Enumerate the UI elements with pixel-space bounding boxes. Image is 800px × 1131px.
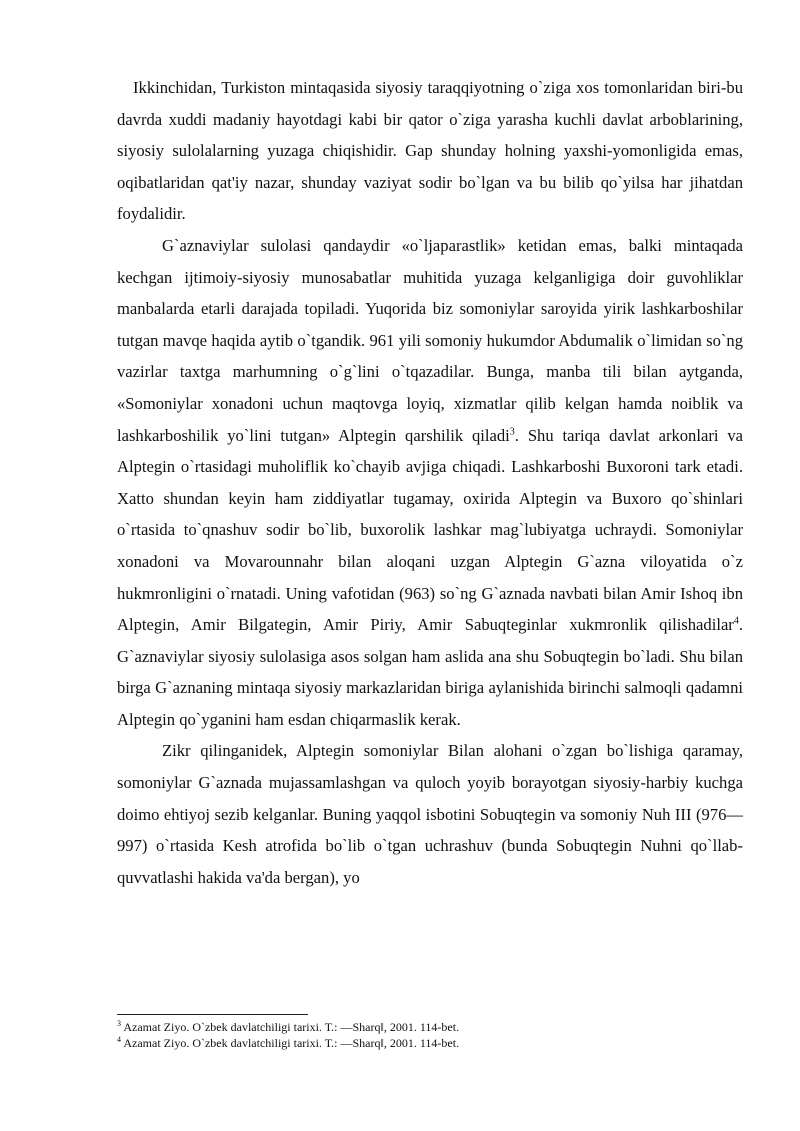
footnote-4 (117, 1035, 743, 1051)
footnotes (117, 1019, 743, 1051)
footnote-3 (117, 1019, 743, 1035)
footnote-ref-4[interactable]: 4 (733, 615, 739, 627)
footnote-separator (117, 1014, 308, 1015)
footnote-mark: 3 (117, 1019, 121, 1028)
paragraph-3: Zikr qilinganidek, Alptegin somoniylar Bilan alohani o`zgan bo`lishiga qaramay, somoniylar G`aznada mujassamlashgan va quloch yoyib borayotgan siyosiy-harbiy kuchga doimo ehtiyoj sezib kelganlar. Buning yaqqol isbotini Sobuqtegin va somoniy Nuh III (976—997) o`rtasida Kesh atrofida bo`lib o`tgan uchrashuv (bunda Sobuqtegin Nuhni qo`llab-quvvatlashi hakida va'da bergan), yo (117, 741, 743, 887)
footnote-ref-3[interactable]: 3 (509, 426, 515, 437)
footnote-text: Azamat Ziyo. O`zbek davlatchiligi tarixi. T.: ―Sharq‖, 2001. 114-bet. (121, 1036, 460, 1050)
paragraph-2: G`aznaviylar sulolasi qandaydir «o`ljaparastlik» ketidan emas, balki mintaqada kechgan ijtimoiy-siyosiy munosabatlar muhitida yuzaga kelganligiga doir guvohliklar manbalarda etarli darajada topiladi. Yuqorida biz somoniylar saroyida yirik lashkarboshilar tutgan mavqe haqida aytib o`tgandik. 961 yili somoniy hukumdor Abdumalik o`limidan so`ng vazirlar taxtga marhumning o`g`lini o`tqazadilar. Bunga, manba tili bilan aytganda, «Somoniylar xonadoni uchun maqtovga loyiq, xizmatlar qilib kelgan hamda noiblik va lashkarboshilik yo`lini tutgan» Alptegin qarshilik qiladi$^3$. Shu tariqa davlat arkonlari va Alptegin o`rtasidagi muholiflik ko`chayib avjiga chiqadi. Lashkarboshi Buxoroni tark etadi. Xatto shundan keyin ham ziddiyatlar tugamay, oxirida Alptegin va Buxoro qo`shinlari o`rtasida to`qnashuv sodir bo`lib, buxorolik lashkar mag`lubiyatga uchraydi. Somoniylar xonadoni va Movarounnahr bilan aloqani uzgan Alptegin G`azna viloyatida o`z hukmronligini o`rnatadi. Uning vafotidan (963) so`ng G`aznada navbati bilan Amir Ishoq ibn Alptegin, Amir Bilgategin, Amir Piriy, Amir Sabuqteginlar xukmronlik qilishadilar$^4$. G`aznaviylar siyosiy sulolasiga asos solgan ham aslida ana shu Sobuqtegin bo`ladi. Shu bilan birga G`aznaning mintaqa siyosiy markazlaridan biriga aylanishida birinchi salmoqli qadamni Alptegin qo`yganini ham esdan chiqarmaslik kerak. (117, 235, 744, 729)
paragraph-1: Ikkinchidan, Turkiston mintaqasida siyosiy taraqqiyotning o`ziga xos tomonlaridan biri-bu davrda xuddi madaniy hayotdagi kabi bir qator o`ziga yarasha kuchli davlat arboblarining, siyosiy sulolalarning yuzaga chiqishidir. Gap shunday holning yaxshi-yomonligida emas, oqibatlaridan qat'iy nazar, shunday vaziyat sodir bo`lgan va bu bilib qo`yilsa har jihatdan foydalidir. (117, 78, 743, 224)
footnote-text: Azamat Ziyo. O`zbek davlatchiligi tarixi. T.: ―Sharq‖, 2001. 114-bet. (121, 1020, 460, 1034)
footnote-mark: 4 (117, 1035, 121, 1044)
body-text (117, 72, 743, 893)
